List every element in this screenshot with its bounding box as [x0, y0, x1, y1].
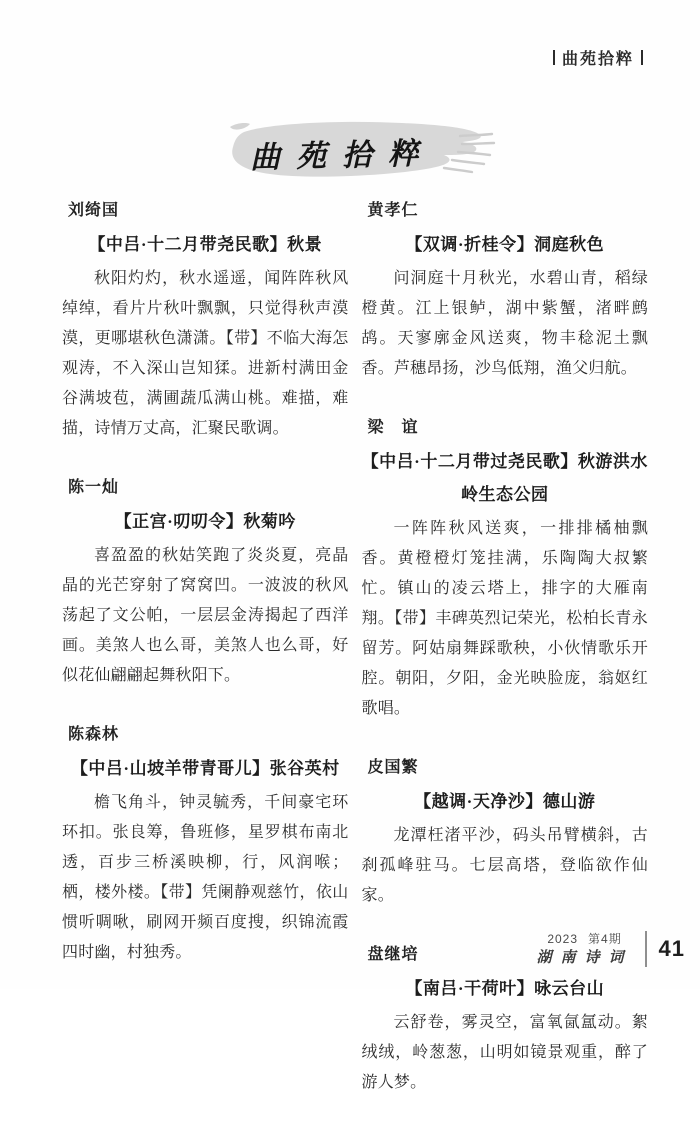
author-name: 陈一灿	[68, 479, 120, 496]
page-number: 41	[658, 936, 685, 961]
poem-title: 【正宫·叨叨令】秋菊吟	[114, 512, 296, 531]
poem-body: 云舒卷，雾灵空，富氧氤氲动。絮绒绒，岭葱葱，山明如镜景观重，醉了游人梦。	[361, 1014, 648, 1091]
header-right-bar-icon	[641, 50, 643, 65]
poem-body: 秋阳灼灼，秋水遥遥，闻阵阵秋风绰绰，看片片秋叶飘飘，只觉得秋声漠漠，更哪堪秋色潇潇。【带】不临大海怎观涛，不入深山岂知猱。进新村满田金谷满坡苞，满圃蔬瓜满山桃。难描，难描，诗情万丈高，汇聚民歌调。	[62, 270, 349, 437]
header-left-bar-icon	[553, 50, 555, 65]
footer-divider	[645, 931, 647, 967]
poem-title: 【中吕·十二月带尧民歌】秋景	[88, 235, 323, 254]
footer-issue-number: 第4期	[588, 932, 622, 946]
poem-body: 一阵阵秋风送爽，一排排橘柚飘香。黄橙橙灯笼挂满，乐陶陶大叔繁忙。镇山的凌云塔上，排字的大雁南翔。【带】丰碑英烈记荣光，松柏长青永留芳。阿姑扇舞踩歌秧，小伙情歌乐开腔。朝阳，夕阳，金光映脸庞，翁妪红歌唱。	[361, 520, 648, 717]
poem-title: 【中吕·十二月带过尧民歌】秋游洪水岭生态公园	[361, 452, 648, 504]
poem-body: 问洞庭十月秋光，水碧山青，稻绿橙黄。江上银鲈，湖中紫蟹，渚畔鹧鸪。天寥廓金风送爽，物丰稔泥土飘香。芦穗昂扬，沙鸟低翔，渔父归航。	[361, 270, 648, 377]
page-footer	[537, 931, 686, 967]
poem-entry	[362, 753, 649, 911]
poem-entry	[62, 473, 349, 691]
author-name: 陈森林	[68, 726, 120, 743]
author-name: 黄孝仁	[367, 202, 419, 219]
column-left	[62, 196, 349, 1127]
poem-entry	[62, 196, 349, 444]
poem-body: 檐飞角斗，钟灵毓秀，千间豪宅环环扣。张良筹，鲁班修，星罗棋布南北透，百步三桥溪映柳，行，风润喉；栖，楼外楼。【带】凭阑静观慈竹，依山惯听啁啾，刷网开频百度搜，织锦流霞四时幽，村独秀。	[62, 794, 349, 961]
footer-issue-line	[537, 931, 633, 947]
poem-entry	[62, 720, 349, 968]
author-name: 皮国繁	[367, 759, 419, 776]
footer-issue-block	[537, 931, 633, 967]
page-header	[553, 46, 643, 69]
poem-title: 【中吕·山坡羊带青哥儿】张谷英村	[70, 759, 340, 778]
poem-entry	[362, 413, 649, 724]
poem-title: 【越调·天净沙】德山游	[414, 792, 596, 811]
header-section-label: 曲苑拾粹	[561, 51, 634, 68]
column-right	[362, 196, 649, 1127]
footer-magazine-name: 湖南诗词	[536, 948, 633, 966]
poem-body: 喜盈盈的秋姑笑跑了炎炎夏，亮晶晶的光芒穿射了窝窝凹。一波波的秋风荡起了文公帕，一层层金涛揭起了西洋画。美煞人也么哥，美煞人也么哥，好似花仙翩翩起舞秋阳下。	[62, 547, 349, 684]
footer-year: 2023	[547, 932, 579, 946]
author-name: 盘继培	[367, 946, 419, 963]
banner-title: 曲苑拾粹	[249, 136, 435, 176]
content-columns	[62, 196, 648, 1127]
poem-body: 龙潭枉渚平沙，码头吊臂横斜，古刹孤峰驻马。七层高塔，登临欲作仙家。	[361, 827, 648, 904]
poem-title: 【双调·折桂令】洞庭秋色	[405, 235, 605, 254]
title-banner	[220, 114, 494, 184]
author-name: 梁 谊	[367, 419, 419, 436]
poem-title: 【南吕·干荷叶】咏云台山	[405, 979, 605, 998]
author-name: 刘绮国	[68, 202, 120, 219]
poem-entry	[362, 196, 649, 384]
